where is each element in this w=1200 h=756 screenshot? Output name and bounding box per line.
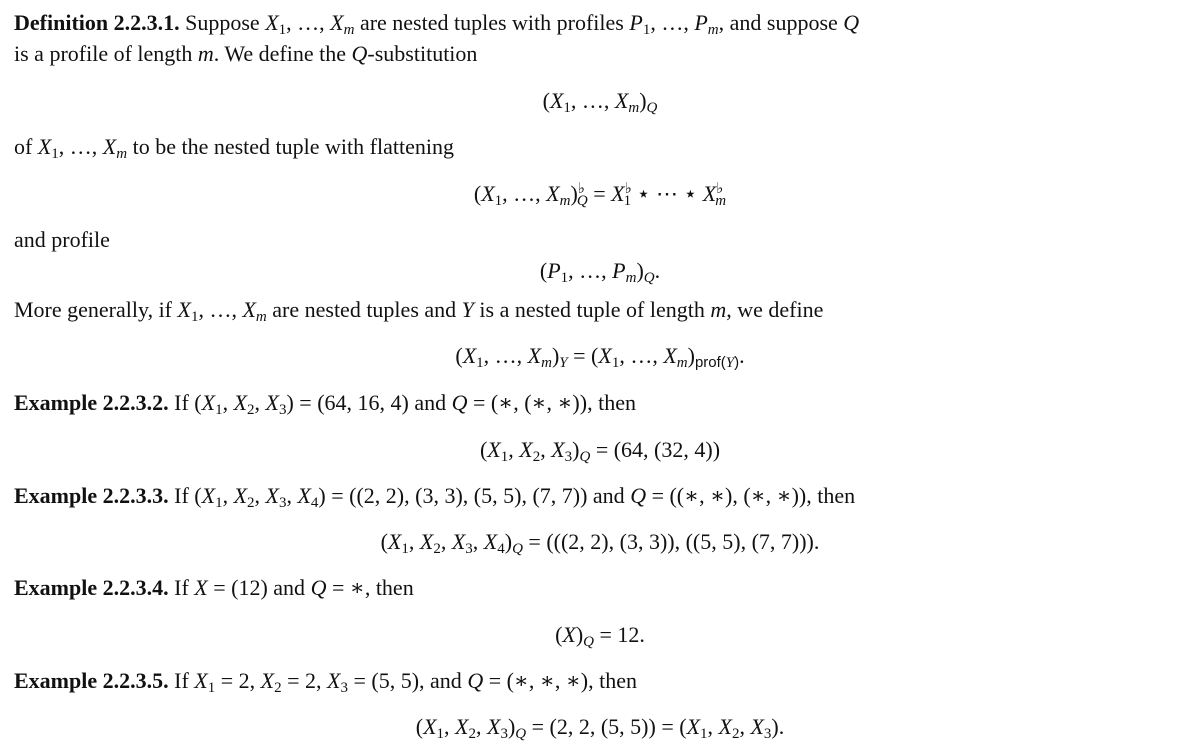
- definition-label: Definition 2.2.3.1.: [14, 10, 180, 35]
- equation-general: ($X_1$, …, $X_m)_Y = (X_1$, …, $X_m)_{prof(Y)}$.: [455, 343, 745, 371]
- example-4-equation: $(X)_Q = 12$.: [555, 622, 645, 650]
- example-3-equation: ($X_1$, $X_2$, $X_3$, $X_4)_Q = (((2$, 2), (3, 3)), ((5, 5), (7, 7))).: [380, 529, 820, 557]
- example-5-line: Example 2.2.3.5. If $X_1 = 2$, $X_2 = 2$, $X_3 = (5$, 5), and Q = (∗, ∗, ∗), then: [14, 668, 637, 696]
- equation-q-substitution: ($X_1$, …, $X_m)_Q$: [542, 88, 658, 116]
- example-4-label: Example 2.2.3.4.: [14, 575, 169, 600]
- definition-line-4: [14, 226, 110, 254]
- example-2-line: Example 2.2.3.2. If ($X_1$, $X_2$, $X_3) = (64$, 16, 4) and Q = (∗, (∗, ∗)), then: [14, 390, 636, 418]
- example-5-equation: ($X_1$, $X_2$, $X_3)_Q = (2$, 2, (5, $5)) = (X_1$, $X_2$, $X_3$).: [415, 714, 785, 742]
- equation-flattening: ($X_1$, …, $X_m)^♭_Q = X^♭_1$ ⋆ ⋯ ⋆ $X^♭_m$: [473, 181, 727, 209]
- example-4-line: Example 2.2.3.4. If X = (12) and Q = ∗, then: [14, 575, 414, 600]
- example-2-label: Example 2.2.3.2.: [14, 390, 169, 415]
- equation-profile: ($P_1$, …, $P_m)_Q$.: [539, 258, 661, 286]
- example-5-label: Example 2.2.3.5.: [14, 668, 169, 693]
- definition-line-3: of $X_1$, …, $X_m$ to be the nested tuple with flattening: [14, 134, 454, 162]
- example-3-label: Example 2.2.3.3.: [14, 483, 169, 508]
- definition-line-2: is a profile of length m. We define the Q-substitution: [14, 41, 478, 66]
- definition-line-1: Definition 2.2.3.1. Suppose $X_1$, …, $X_m$ are nested tuples with profiles $P_1$, …, $P_m$, and suppose Q: [14, 10, 860, 38]
- example-3-line: Example 2.2.3.3. If ($X_1$, $X_2$, $X_3$, $X_4) = ((2$, 2), (3, 3), (5, 5), (7, 7)) and Q = ((∗, ∗), (∗, ∗)), then: [14, 483, 856, 511]
- definition-line-5: More generally, if $X_1$, …, $X_m$ are nested tuples and Y is a nested tuple of length m, we define: [14, 297, 824, 325]
- example-2-equation: ($X_1$, $X_2$, $X_3)_Q = (64$, (32, 4)): [479, 437, 721, 465]
- definition-text-4: and profile: [14, 227, 110, 252]
